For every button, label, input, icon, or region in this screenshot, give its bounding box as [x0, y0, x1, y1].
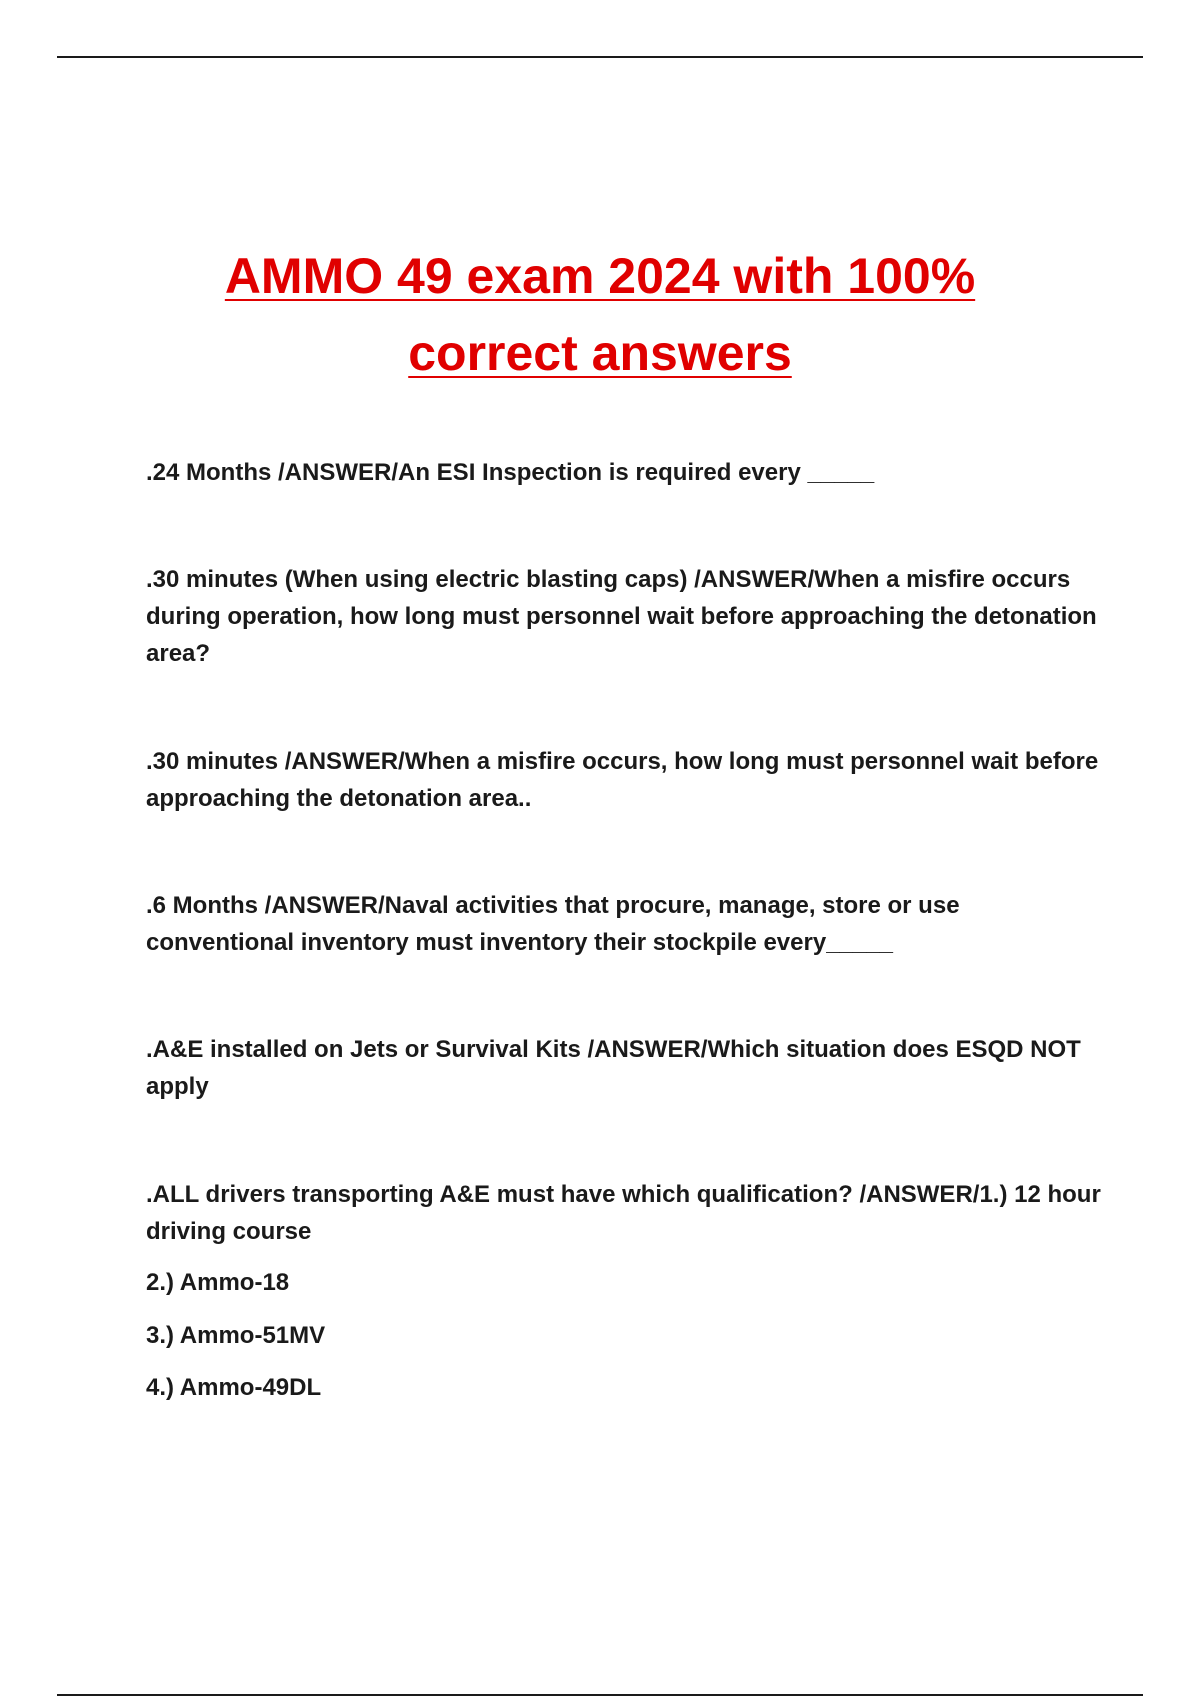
qa-item-6: .ALL drivers transporting A&E must have which qualification? /ANSWER/1.) 12 hour driving course — [146, 1181, 1101, 1245]
qa-item-2: .30 minutes (When using electric blasting caps) /ANSWER/When a misfire occurs during operation, how long must personnel wait before approaching the detonation area? — [146, 566, 1097, 667]
qa-item-5: .A&E installed on Jets or Survival Kits /ANSWER/Which situation does ESQD NOT apply — [146, 1036, 1081, 1100]
list-item-ammo-49dl: 4.) Ammo-49DL — [146, 1374, 322, 1401]
list-item-ammo-51mv: 3.) Ammo-51MV — [146, 1322, 326, 1349]
title-line-1: AMMO 49 exam 2024 with 100% — [224, 248, 976, 304]
document-title — [100, 238, 1100, 392]
qa-item-3: .30 minutes /ANSWER/When a misfire occurs, how long must personnel wait before approaching the detonation area.. — [146, 748, 1099, 812]
qa-item-4: .6 Months /ANSWER/Naval activities that procure, manage, store or use conventional inventory must inventory their stockpile every_____ — [146, 892, 960, 956]
bottom-rule — [57, 1694, 1143, 1696]
title-line-2: correct answers — [408, 325, 792, 381]
top-rule — [57, 56, 1143, 58]
list-item-ammo-18: 2.) Ammo-18 — [146, 1269, 290, 1296]
qa-item-1: .24 Months /ANSWER/An ESI Inspection is required every _____ — [146, 459, 875, 486]
